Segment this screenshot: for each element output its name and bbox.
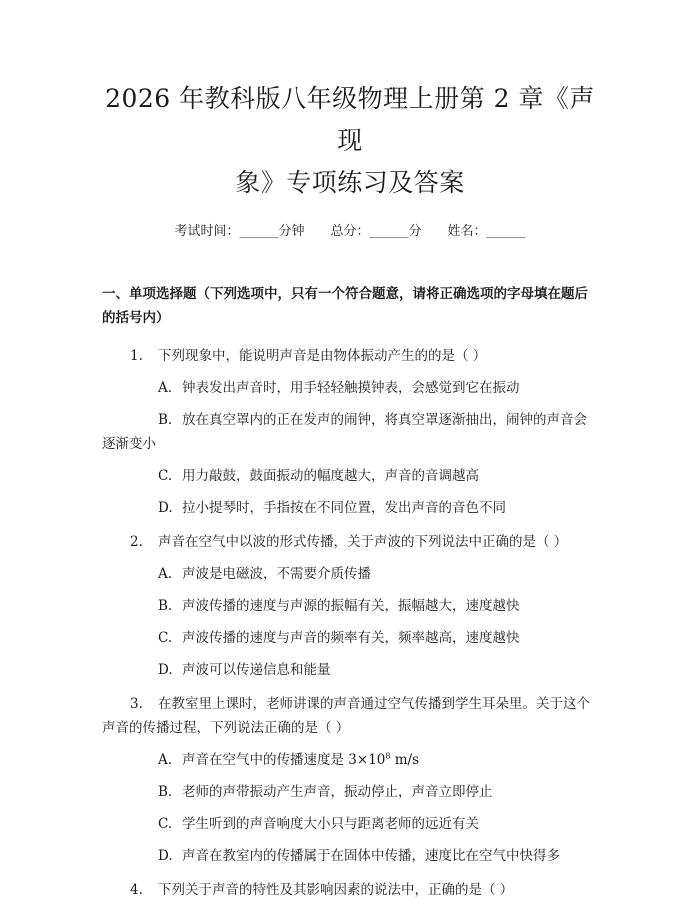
question-stem [102,344,598,368]
exponent: 8 [385,751,391,761]
question-2 [102,530,598,682]
option-c: C. 声波传播的速度与声音的频率有关，频率越高，速度越快 [158,630,520,646]
question-text: 在教室里上课时，老师讲课的声音通过空气传播到学生耳朵里。关于这个声音的传播过程，下列说法正确的是（ ） [102,696,590,736]
question-number: 3. [130,696,143,712]
question-text: 下列关于声音的特性及其影响因素的说法中，正确的是（ ） [158,882,514,898]
option-c: C. 学生听到的声音响度大小只与距离老师的远近有关 [158,816,479,832]
question-1 [102,344,598,520]
option-d: D. 声音在教室内的传播属于在固体中传播，速度比在空气中快得多 [158,848,560,864]
question-number: 2. [130,534,143,550]
document-title [102,78,598,204]
title-line-2: 象》专项练习及答案 [235,168,465,197]
question-stem [102,878,598,902]
score-blank: ______ [369,224,409,239]
exam-info [102,222,598,242]
name-blank: ______ [486,224,526,239]
question-number: 4. [130,882,143,898]
time-blank: ______ [239,224,279,239]
option-c: C. 用力敲鼓，鼓面振动的幅度越大，声音的音调越高 [158,468,479,484]
title-line-1: 2026 年教科版八年级物理上册第 2 章《声现 [105,84,595,155]
time-label: 考试时间： [174,224,240,239]
option-d: D. 声波可以传递信息和能量 [158,662,331,678]
question-3 [102,692,598,868]
question-4 [102,878,598,902]
option-d: D. 拉小提琴时，手指按在不同位置，发出声音的音色不同 [158,500,506,516]
question-text: 下列现象中，能说明声音是由物体振动产生的的是（ ） [158,348,487,364]
option-a: A. 声音在空气中的传播速度是 $3\times 10^8$ m/s [158,751,420,768]
question-text: 声音在空气中以波的形式传播，关于声波的下列说法中正确的是（ ） [158,534,568,550]
question-number: 1. [130,348,143,364]
option-a: A. 声波是电磁波，不需要介质传播 [158,566,371,582]
section-heading: 一、单项选择题（下列选项中，只有一个符合题意，请将正确选项的字母填在题后的括号内） [102,286,588,326]
score-label: 总分： [330,224,370,239]
option-b: B. 声波传播的速度与声源的振幅有关，振幅越大，速度越快 [158,598,520,614]
name-label: 姓名： [447,224,487,239]
option-a: A. 钟表发出声音时，用手轻轻触摸钟表，会感觉到它在振动 [158,380,520,396]
question-stem [102,692,598,740]
time-unit: 分钟 [278,224,305,239]
option-b: B. 老师的声带振动产生声音，振动停止，声音立即停止 [158,784,493,800]
question-stem [102,530,598,554]
option-b: B. 放在真空罩内的正在发声的闹钟，将真空罩逐渐抽出，闹钟的声音会逐渐变小 [102,412,587,452]
score-unit: 分 [408,224,422,239]
